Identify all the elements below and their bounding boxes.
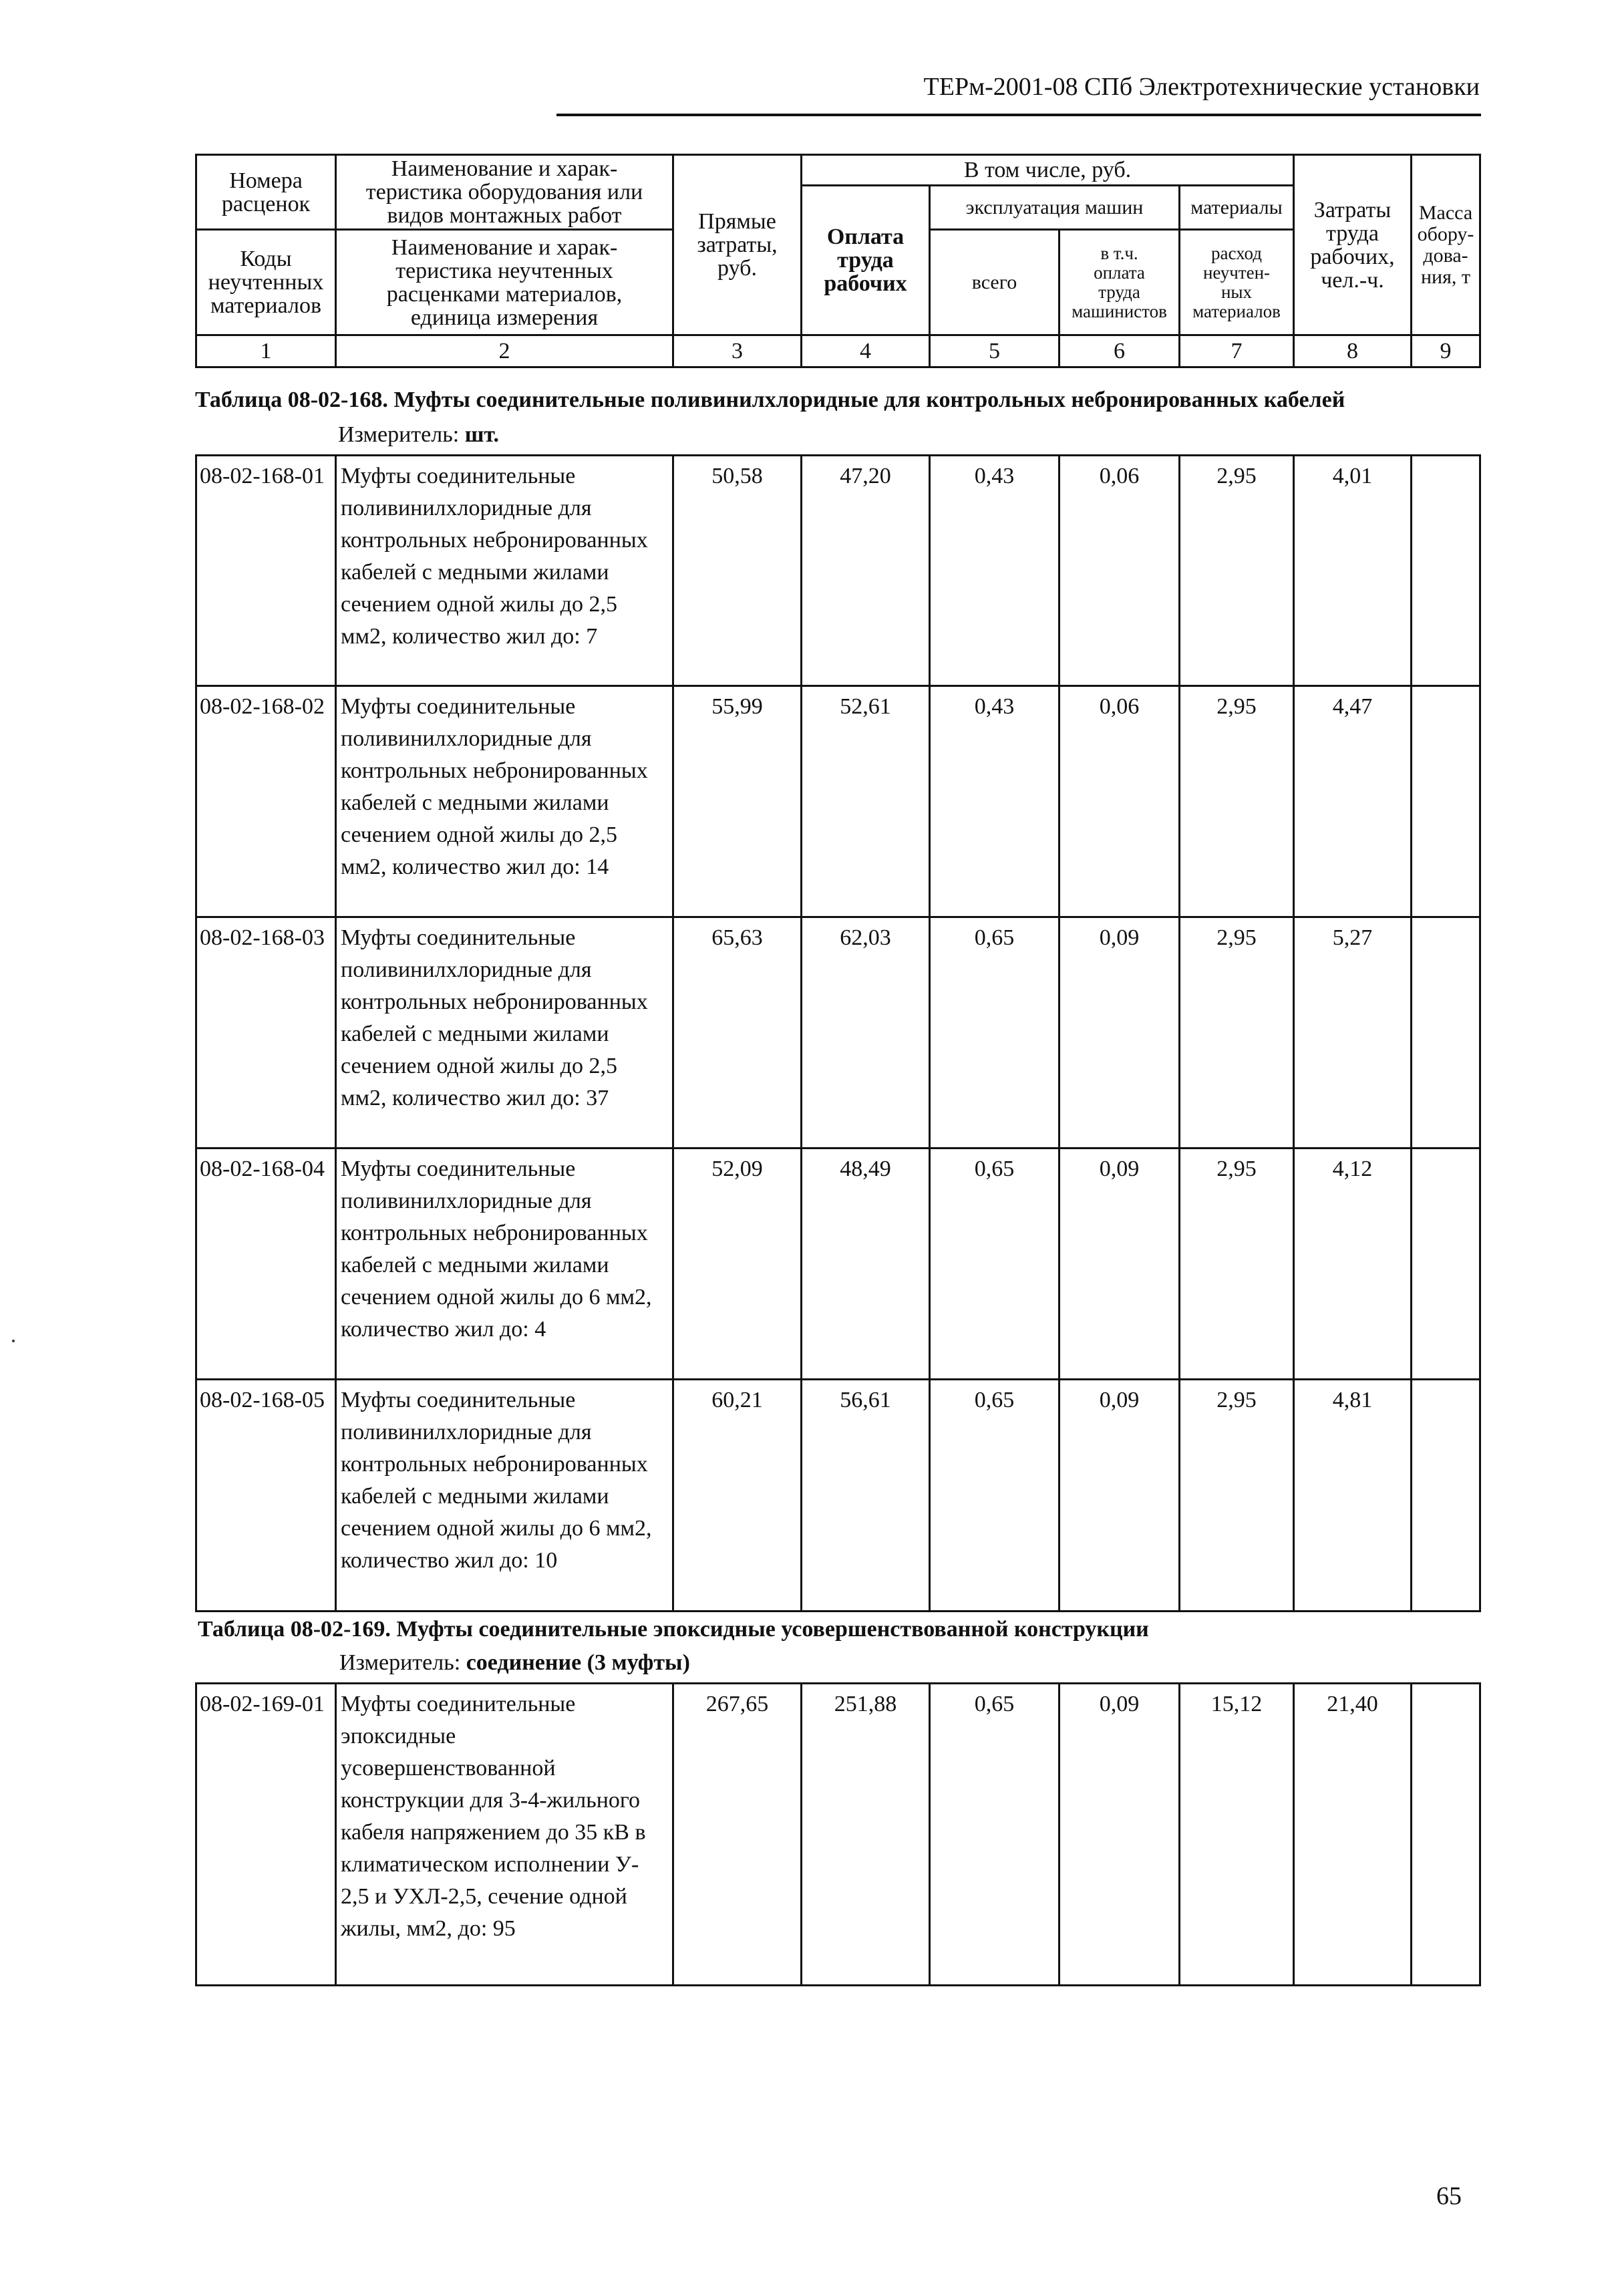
column-number: 1 — [196, 335, 336, 367]
rate-description: Муфты соединительные эпоксидные усовершенствованной конструкции для 3-4-жильного кабеля напряжением до 35 кВ в климатическом исполнении У- 2,5 и УХЛ-2,5, сечение одной жилы, мм2, до: 95 — [336, 1684, 673, 1986]
column-number: 5 — [930, 335, 1060, 367]
unaccounted-materials: 2,95 — [1180, 1380, 1294, 1612]
rate-code: 08-02-168-04 — [196, 1149, 336, 1380]
unit-line: Измеритель: соединение (3 муфты) — [339, 1650, 690, 1675]
table-row — [196, 917, 1480, 1149]
unit-line: Измеритель: шт. — [338, 422, 500, 447]
labor-hours: 4,12 — [1294, 1149, 1412, 1380]
operators-wages: 0,09 — [1060, 1684, 1180, 1986]
machines-total: 0,43 — [930, 456, 1060, 686]
rate-code: 08-02-168-02 — [196, 686, 336, 917]
column-number: 3 — [673, 335, 802, 367]
rate-code: 08-02-168-05 — [196, 1380, 336, 1612]
rate-description: Муфты соединительные поливинилхлоридные для контрольных небронированных кабелей с медными жилами сечением одной жилы до 2,5 мм2, количество жил до: 37 — [336, 917, 673, 1149]
labor-hours: 4,47 — [1294, 686, 1412, 917]
machines-total: 0,43 — [930, 686, 1060, 917]
operators-wages: 0,09 — [1060, 1380, 1180, 1612]
unaccounted-materials: 2,95 — [1180, 917, 1294, 1149]
column-number-row — [196, 335, 1480, 367]
unaccounted-materials: 2,95 — [1180, 1149, 1294, 1380]
rate-description: Муфты соединительные поливинилхлоридные для контрольных небронированных кабелей с медными жилами сечением одной жилы до 6 мм2, количество жил до: 4 — [336, 1149, 673, 1380]
header-cell-codes-bottom: Коды неучтенных материалов — [196, 230, 336, 335]
table-row — [196, 1684, 1480, 1986]
rate-code: 08-02-169-01 — [196, 1684, 336, 1986]
equipment-mass — [1412, 456, 1480, 686]
page-number: 65 — [1436, 2182, 1462, 2210]
header-cell-direct-costs: Прямые затраты, руб. — [673, 155, 802, 335]
rate-description: Муфты соединительные поливинилхлоридные для контрольных небронированных кабелей с медными жилами сечением одной жилы до 2,5 мм2, количество жил до: 7 — [336, 456, 673, 686]
header-cell-unaccounted-materials: расход неучтен- ных материалов — [1180, 230, 1294, 335]
column-number: 7 — [1180, 335, 1294, 367]
table-row — [196, 1380, 1480, 1612]
workers-wages: 251,88 — [802, 1684, 930, 1986]
scan-speck — [12, 1340, 15, 1342]
header-cell-name: Наименование и харак- теристика оборудования или видов монтажных работ — [336, 155, 673, 230]
labor-hours: 4,01 — [1294, 456, 1412, 686]
rate-code: 08-02-168-01 — [196, 456, 336, 686]
unaccounted-materials: 2,95 — [1180, 456, 1294, 686]
column-number: 9 — [1412, 335, 1480, 367]
header-cell-mass: Масса обору- дова- ния, т — [1412, 155, 1480, 335]
table-row — [196, 686, 1480, 917]
rate-description: Муфты соединительные поливинилхлоридные для контрольных небронированных кабелей с медными жилами сечением одной жилы до 2,5 мм2, количество жил до: 14 — [336, 686, 673, 917]
table-row — [196, 1149, 1480, 1380]
header-materials: материалы — [1180, 186, 1294, 230]
operators-wages: 0,06 — [1060, 456, 1180, 686]
workers-wages: 48,49 — [802, 1149, 930, 1380]
equipment-mass — [1412, 1380, 1480, 1612]
header-machines: эксплуатация машин — [930, 186, 1180, 230]
machines-total: 0,65 — [930, 917, 1060, 1149]
direct-costs: 267,65 — [673, 1684, 802, 1986]
rate-code: 08-02-168-03 — [196, 917, 336, 1149]
column-header-table — [195, 154, 1481, 368]
machines-total: 0,65 — [930, 1380, 1060, 1612]
rate-description: Муфты соединительные поливинилхлоридные для контрольных небронированных кабелей с медными жилами сечением одной жилы до 6 мм2, количество жил до: 10 — [336, 1380, 673, 1612]
equipment-mass — [1412, 1684, 1480, 1986]
direct-costs: 50,58 — [673, 456, 802, 686]
workers-wages: 56,61 — [802, 1380, 930, 1612]
machines-total: 0,65 — [930, 1684, 1060, 1986]
rates-table-169 — [195, 1682, 1481, 1986]
machines-total: 0,65 — [930, 1149, 1060, 1380]
labor-hours: 21,40 — [1294, 1684, 1412, 1986]
rates-table-168 — [195, 454, 1481, 1612]
workers-wages: 47,20 — [802, 456, 930, 686]
equipment-mass — [1412, 686, 1480, 917]
unaccounted-materials: 15,12 — [1180, 1684, 1294, 1986]
equipment-mass — [1412, 917, 1480, 1149]
operators-wages: 0,06 — [1060, 686, 1180, 917]
header-cell-machines-total: всего — [930, 230, 1060, 335]
table-row — [196, 456, 1480, 686]
column-number: 4 — [802, 335, 930, 367]
operators-wages: 0,09 — [1060, 1149, 1180, 1380]
header-group-title: В том числе, руб. — [802, 155, 1294, 186]
column-number: 2 — [336, 335, 673, 367]
direct-costs: 65,63 — [673, 917, 802, 1149]
header-cell-wages: Оплата труда рабочих — [802, 186, 930, 335]
header-cell-labor: Затраты труда рабочих, чел.-ч. — [1294, 155, 1412, 335]
labor-hours: 4,81 — [1294, 1380, 1412, 1612]
running-header: ТЕРм-2001-08 СПб Электротехнические установки — [923, 73, 1480, 101]
header-rule — [556, 114, 1481, 116]
unaccounted-materials: 2,95 — [1180, 686, 1294, 917]
operators-wages: 0,09 — [1060, 917, 1180, 1149]
table-caption: Таблица 08-02-169. Муфты соединительные эпоксидные усовершенствованной конструкции — [198, 1617, 1149, 1642]
equipment-mass — [1412, 1149, 1480, 1380]
direct-costs: 60,21 — [673, 1380, 802, 1612]
header-cell-codes: Номера расценок — [196, 155, 336, 230]
column-number: 6 — [1060, 335, 1180, 367]
labor-hours: 5,27 — [1294, 917, 1412, 1149]
direct-costs: 55,99 — [673, 686, 802, 917]
workers-wages: 62,03 — [802, 917, 930, 1149]
header-cell-operators-wages: в т.ч. оплата труда машинистов — [1060, 230, 1180, 335]
header-cell-name-bottom: Наименование и харак- теристика неучтенных расценками материалов, единица измерения — [336, 230, 673, 335]
workers-wages: 52,61 — [802, 686, 930, 917]
table-caption: Таблица 08-02-168. Муфты соединительные поливинилхлоридные для контрольных небронированных кабелей — [195, 388, 1345, 412]
direct-costs: 52,09 — [673, 1149, 802, 1380]
column-number: 8 — [1294, 335, 1412, 367]
